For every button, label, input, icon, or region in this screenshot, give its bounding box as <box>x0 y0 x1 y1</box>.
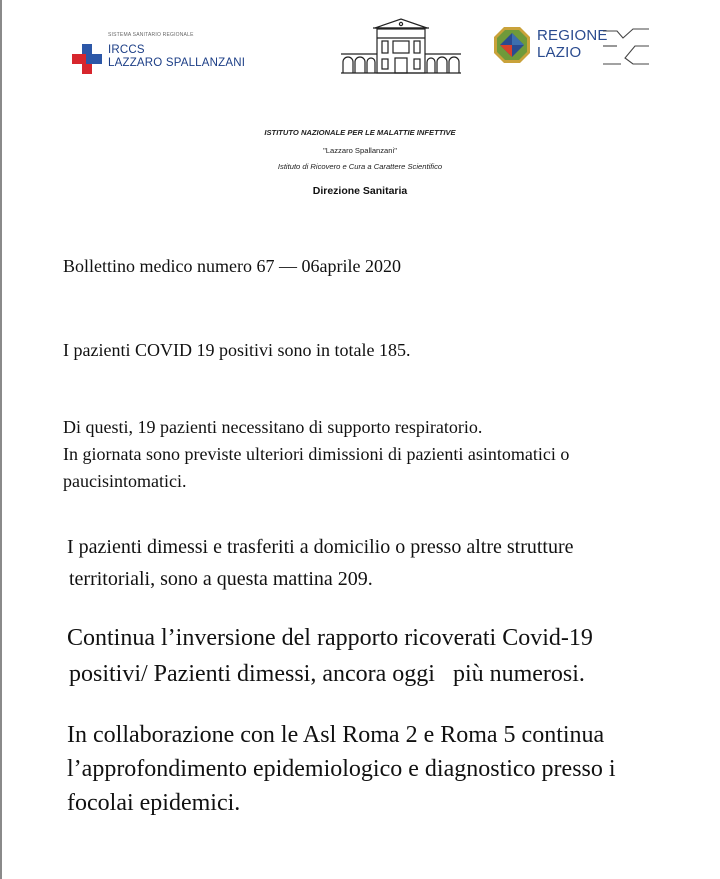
institute-name: ISTITUTO NAZIONALE PER LE MALATTIE INFETTIVE <box>264 128 456 137</box>
system-label: SISTEMA SANITARIO REGIONALE <box>108 32 194 38</box>
spallanzani-logo <box>72 30 252 76</box>
inversion-paragraph <box>67 620 707 692</box>
collaboration-paragraph <box>67 718 707 820</box>
paragraph-line: focolai epidemici. <box>67 790 241 816</box>
total-positive-text: I pazienti COVID 19 positivi sono in totale 185. <box>63 340 411 360</box>
respiratory-support-paragraph <box>63 414 713 495</box>
paragraph-line: l’approfondimento epidemiologico e diagnostico presso i <box>67 756 616 782</box>
paragraph-line: In giornata sono previste ulteriori dimissioni di pazienti asintomatici o <box>63 444 570 464</box>
paragraph-line: In collaborazione con le Asl Roma 2 e Roma 5 continua <box>67 722 605 748</box>
logo-lazio-text: LAZIO <box>537 44 582 61</box>
institute-subtitle: "Lazzaro Spallanzani" <box>323 146 397 155</box>
logo-spallanzani-text: LAZZARO SPALLANZANI <box>108 57 246 69</box>
building-illustration-icon <box>337 16 465 76</box>
paragraph-line: Continua l’inversione del rapporto ricoverati Covid-19 <box>67 625 593 651</box>
discharged-paragraph <box>67 531 707 595</box>
red-blue-cross-icon <box>72 44 102 74</box>
paragraph-line: I pazienti dimessi e trasferiti a domicilio o presso altre strutture <box>67 536 574 558</box>
department-heading: Direzione Sanitaria <box>312 185 408 197</box>
paragraph-line: paucisintomatici. <box>63 471 187 491</box>
paragraph-line: territoriali, sono a questa mattina 209. <box>69 568 373 590</box>
paragraph-line: Di questi, 19 pazienti necessitano di supporto respiratorio. <box>63 417 483 437</box>
institute-type: Istituto di Ricovero e Cura a Carattere Scientifico <box>277 162 443 171</box>
logo-irccs-text: IRCCS <box>108 44 145 56</box>
regione-lazio-emblem-icon <box>493 26 531 64</box>
bulletin-title: Bollettino medico numero 67 — 06aprile 2020 <box>63 256 401 276</box>
paragraph-line: positivi/ Pazienti dimessi, ancora oggi più numerosi. <box>69 661 585 687</box>
regione-lazio-logo <box>493 24 653 70</box>
lazio-swoosh-icon <box>603 26 651 66</box>
logo-regione-text: REGIONE <box>537 27 608 44</box>
